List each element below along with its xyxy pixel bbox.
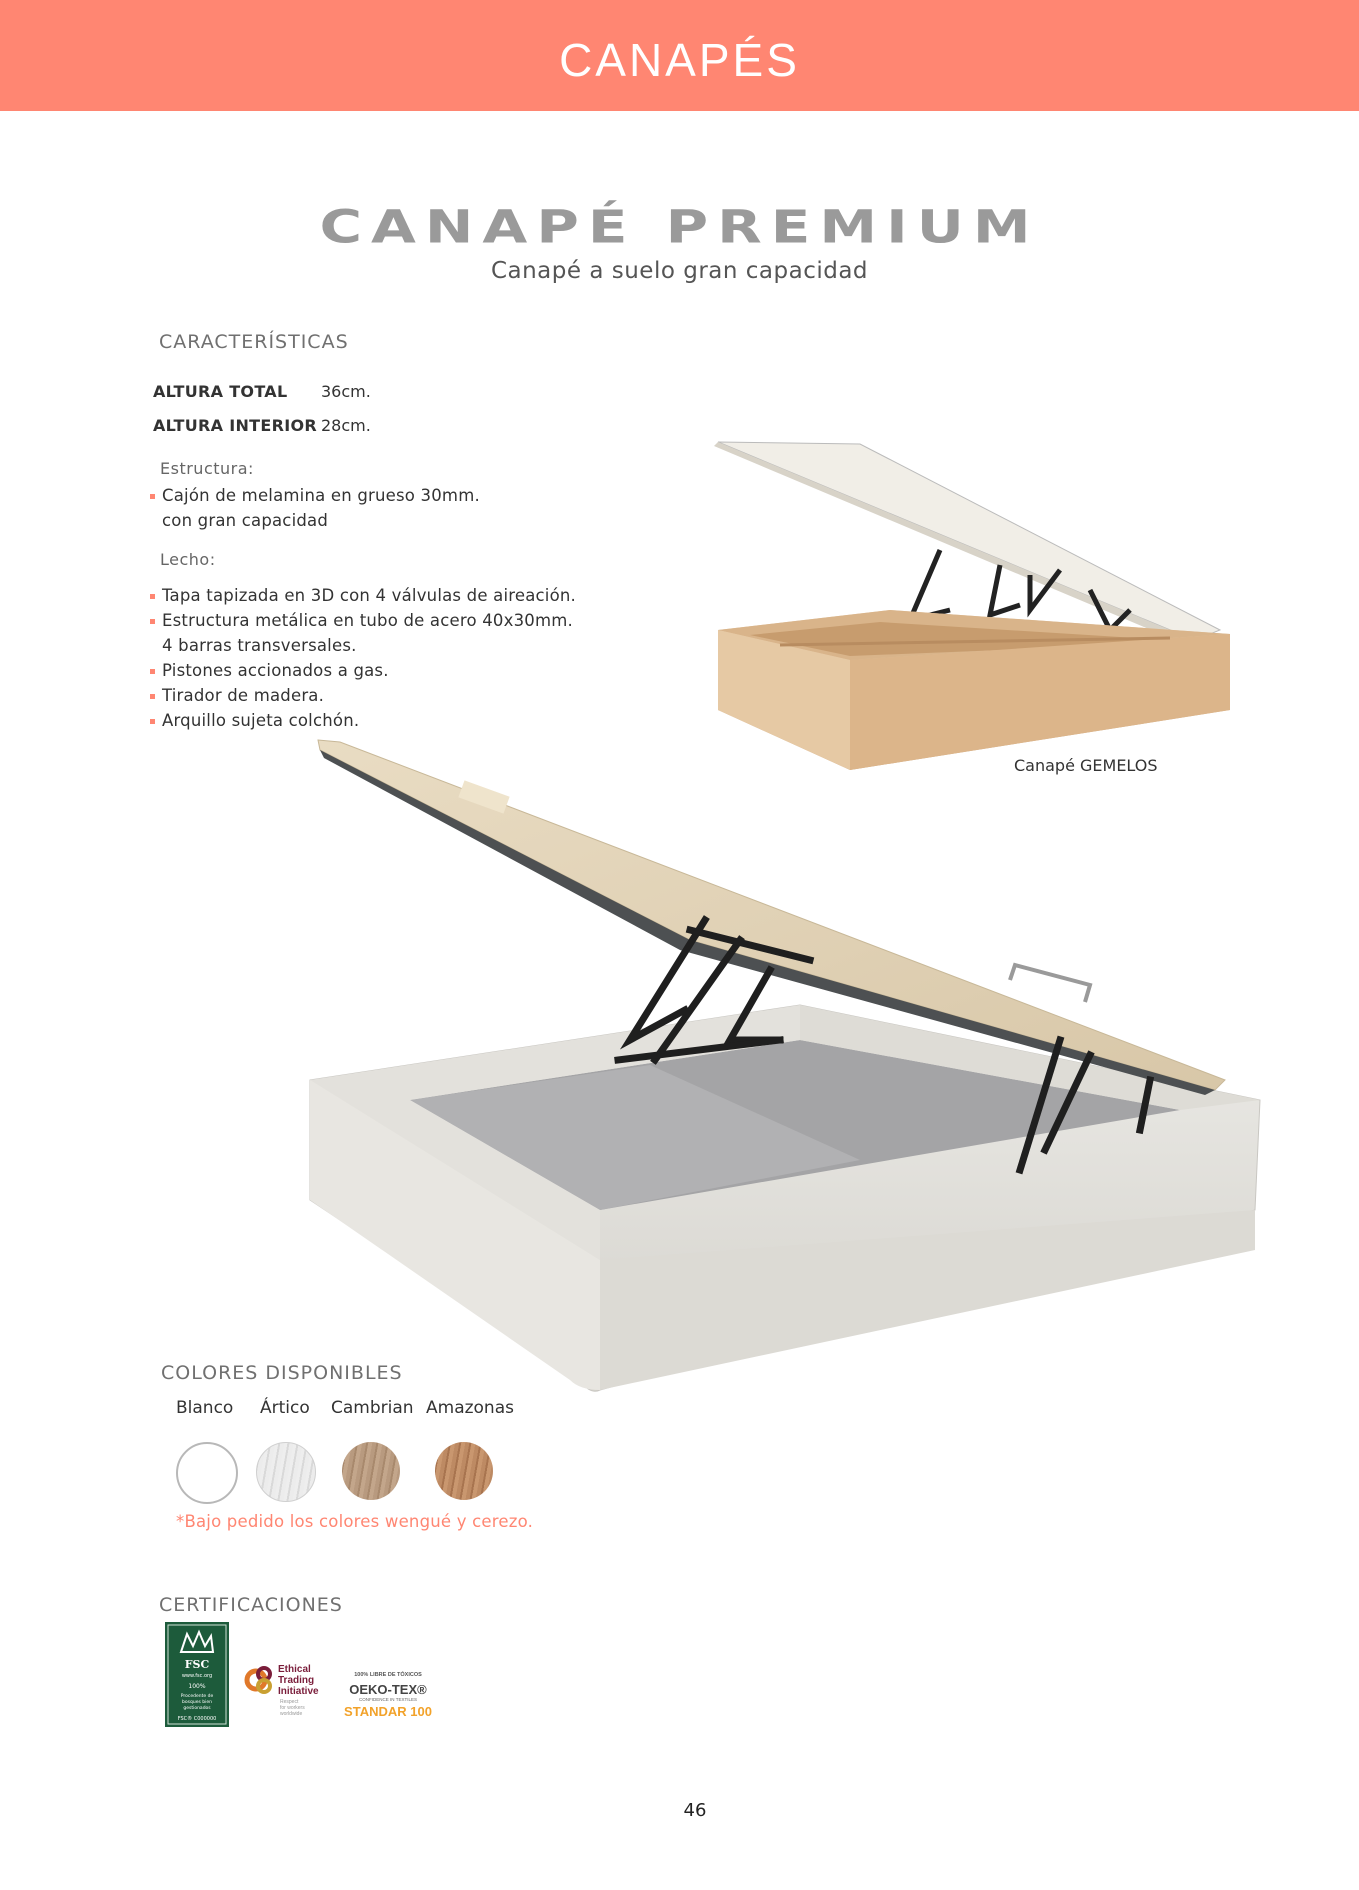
svg-text:gestionados: gestionados bbox=[183, 1706, 211, 1711]
svg-text:Trading: Trading bbox=[278, 1675, 315, 1686]
list-item: con gran capacidad bbox=[162, 511, 329, 530]
swatch-cambrian bbox=[342, 1442, 400, 1500]
structure-label: Estructura: bbox=[160, 459, 254, 478]
bullet-icon bbox=[150, 594, 155, 599]
color-name-blanco: Blanco bbox=[176, 1398, 234, 1418]
colors-heading: COLORES DISPONIBLES bbox=[161, 1362, 403, 1384]
color-name-cambrian: Cambrian bbox=[331, 1398, 414, 1418]
svg-text:www.fsc.org: www.fsc.org bbox=[181, 1673, 213, 1679]
list-item: Arquillo sujeta colchón. bbox=[148, 708, 576, 733]
svg-text:worldwide: worldwide bbox=[280, 1711, 303, 1717]
base-list bbox=[148, 583, 576, 733]
spec-label: ALTURA TOTAL bbox=[153, 382, 288, 401]
base-label: Lecho: bbox=[160, 550, 216, 569]
list-item: Tapa tapizada en 3D con 4 válvulas de aireación. bbox=[148, 583, 576, 608]
color-name-artico: Ártico bbox=[260, 1398, 310, 1418]
svg-text:FSC: FSC bbox=[184, 1658, 210, 1671]
list-item: Estructura metálica en tubo de acero 40x30mm. bbox=[148, 608, 576, 633]
svg-text:bosques bien: bosques bien bbox=[182, 1700, 212, 1705]
svg-text:100% LIBRE DE TÓXICOS: 100% LIBRE DE TÓXICOS bbox=[354, 1672, 422, 1678]
page-number: 46 bbox=[683, 1800, 707, 1821]
spec-value: 28cm. bbox=[321, 416, 371, 435]
features-heading: CARACTERÍSTICAS bbox=[159, 331, 349, 353]
gemelos-image bbox=[700, 430, 1240, 780]
list-item: Cajón de melamina en grueso 30mm. bbox=[148, 483, 480, 508]
bullet-icon bbox=[150, 669, 155, 674]
bullet-icon bbox=[150, 719, 155, 724]
section-title: CANAPÉS bbox=[559, 33, 800, 86]
list-item: Pistones accionados a gas. bbox=[148, 658, 576, 683]
oeko-tex-logo bbox=[333, 1668, 443, 1726]
gemelos-caption: Canapé GEMELOS bbox=[1014, 756, 1158, 775]
swatch-blanco bbox=[176, 1442, 238, 1504]
swatch-artico bbox=[256, 1442, 316, 1502]
bullet-icon bbox=[150, 694, 155, 699]
list-item: Tirador de madera. bbox=[148, 683, 576, 708]
svg-text:OEKO-TEX®: OEKO-TEX® bbox=[349, 1682, 427, 1697]
colors-note: *Bajo pedido los colores wengué y cerezo. bbox=[176, 1512, 534, 1531]
bullet-icon bbox=[150, 619, 155, 624]
svg-text:Respect: Respect bbox=[280, 1699, 299, 1705]
list-item: 4 barras transversales. bbox=[162, 636, 357, 655]
certifications-heading: CERTIFICACIONES bbox=[159, 1594, 343, 1616]
svg-text:for workers: for workers bbox=[280, 1705, 305, 1711]
svg-text:100%: 100% bbox=[188, 1683, 206, 1690]
spec-value: 36cm. bbox=[321, 382, 371, 401]
bullet-icon bbox=[150, 494, 155, 499]
product-subtitle: Canapé a suelo gran capacidad bbox=[490, 258, 869, 284]
ethical-trading-initiative-logo bbox=[242, 1660, 324, 1720]
product-title: CANAPÉ PREMIUM bbox=[319, 200, 1040, 254]
svg-text:FSC® C000000: FSC® C000000 bbox=[177, 1716, 217, 1722]
main-product-image bbox=[300, 740, 1270, 1390]
svg-text:Initiative: Initiative bbox=[278, 1686, 319, 1697]
spec-label: ALTURA INTERIOR bbox=[153, 416, 317, 435]
fsc-logo bbox=[165, 1622, 229, 1727]
structure-list bbox=[148, 483, 480, 533]
section-header bbox=[0, 0, 1359, 111]
svg-text:CONFIDENCE IN TEXTILES: CONFIDENCE IN TEXTILES bbox=[359, 1697, 417, 1702]
spec-total-height bbox=[153, 382, 371, 401]
svg-text:STANDAR 100: STANDAR 100 bbox=[344, 1704, 432, 1719]
swatch-amazonas bbox=[435, 1442, 493, 1500]
color-name-amazonas: Amazonas bbox=[426, 1398, 514, 1418]
spec-interior-height bbox=[153, 416, 371, 435]
svg-text:Procedente de: Procedente de bbox=[180, 1694, 214, 1699]
svg-text:Ethical: Ethical bbox=[278, 1664, 311, 1675]
